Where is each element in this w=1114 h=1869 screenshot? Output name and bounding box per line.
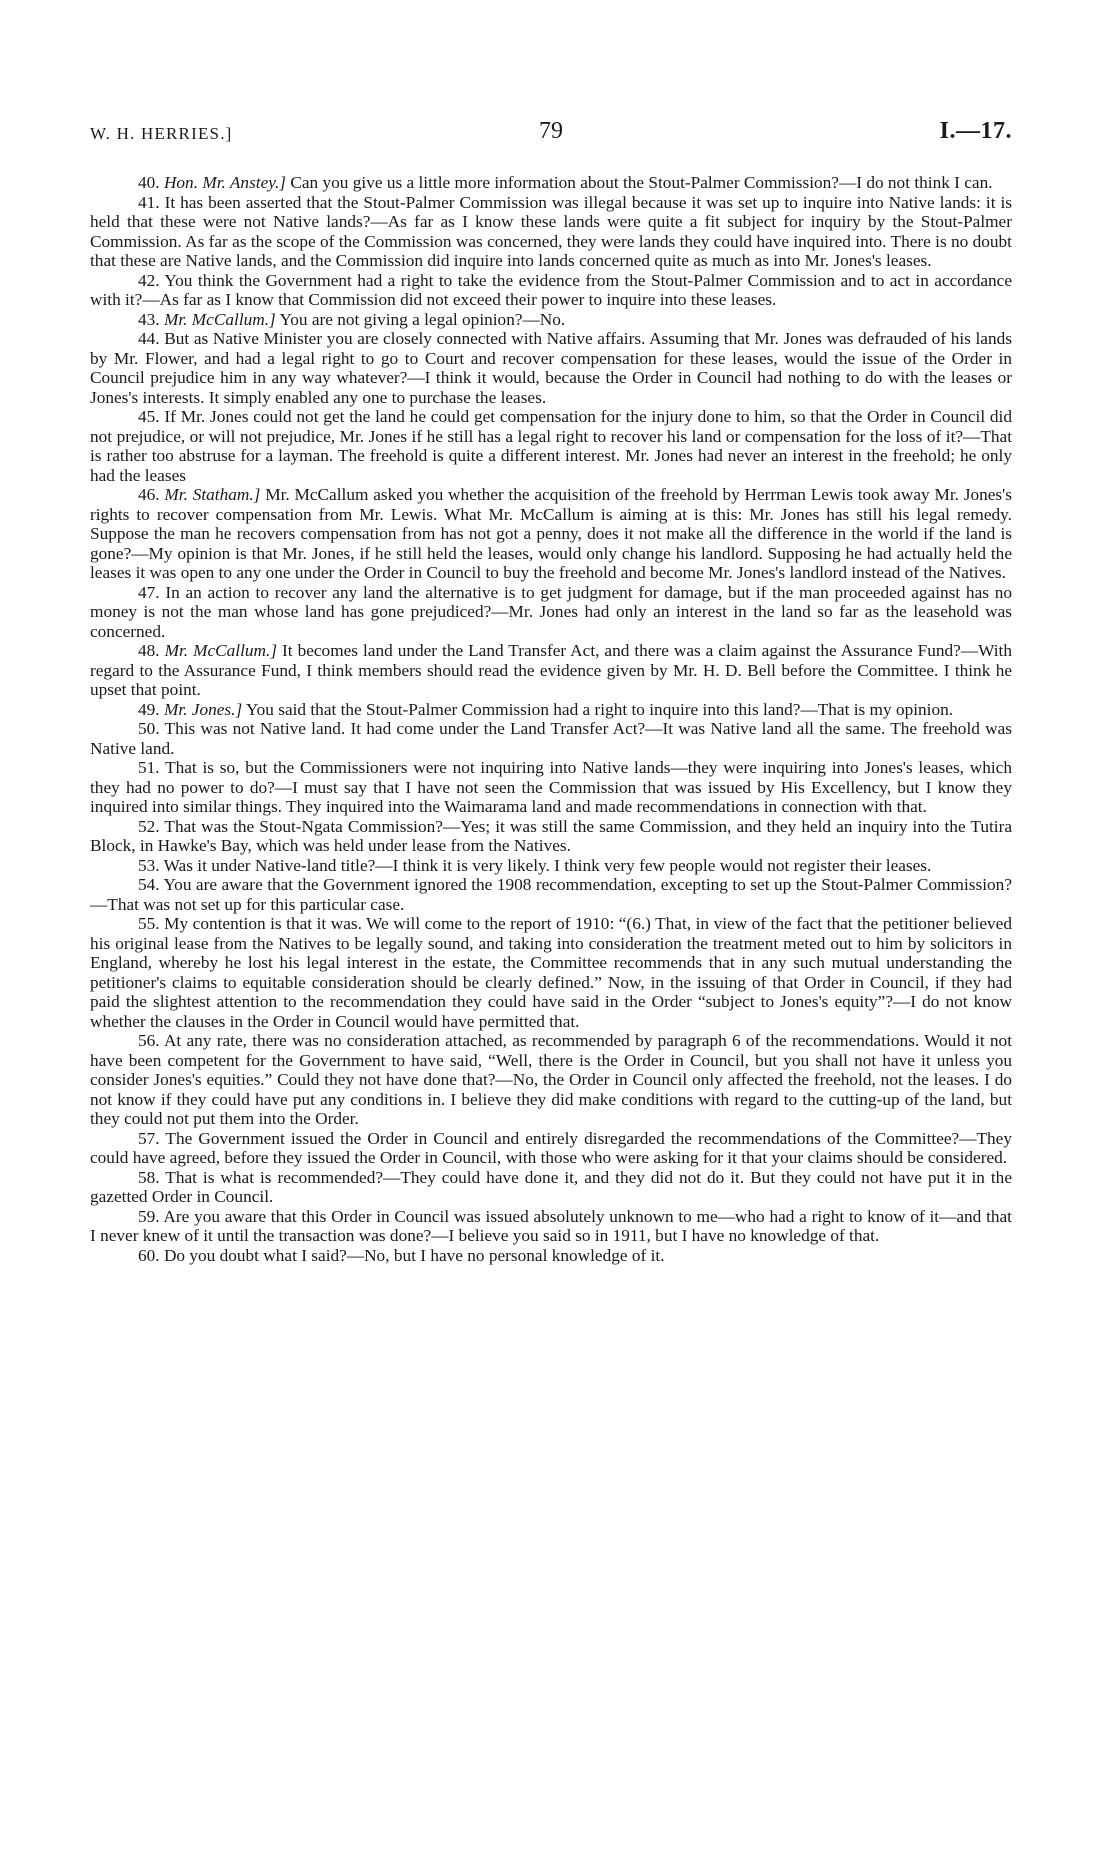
- page-number: 79: [539, 118, 563, 144]
- question-text: You are aware that the Government ignored the 1908 recommendation, excepting to set up the Stout-Palmer Commission?—That was not set up for this particular case.: [90, 875, 1012, 914]
- question-text: If Mr. Jones could not get the land he could get compensation for the injury done to him, so that the Order in Council did not prejudice, or will not prejudice, Mr. Jones if he still has a legal right to recover his land or compensation for the loss of it?—That is rather too abstruse for a layman. The freehold is quite a different interest. Mr. Jones had never an interest in the freehold; he only had the leases: [90, 407, 1012, 485]
- question-42: [90, 271, 1012, 310]
- question-text: This was not Native land. It had come under the Land Transfer Act?—It was Native land all the same. The freehold was Native land.: [90, 719, 1012, 758]
- question-text: It becomes land under the Land Transfer Act, and there was a claim against the Assurance Fund?—With regard to the Assurance Fund, I think members should read the evidence given by Mr. H. D. Bell before the Committee. I think he upset that point.: [90, 641, 1012, 699]
- question-number: 47.: [138, 582, 160, 602]
- question-number: 42.: [138, 270, 160, 290]
- page-header: [90, 118, 1012, 150]
- question-number: 45.: [138, 407, 160, 426]
- question-text: But as Native Minister you are closely connected with Native affairs. Assuming that Mr. Jones was defrauded of his lands by Mr. Flower, and had a legal right to go to Court and recover compensation for these leases, would the issue of the Order in Council prejudice him in any way whatever?—I think it would, because the Order in Council had nothing to do with the leases or Jones's interests. It simply enabled any one to purchase the leases.: [90, 329, 1012, 407]
- question-number: 58.: [138, 1167, 160, 1187]
- question-57: [90, 1129, 1012, 1168]
- speaker-label: Mr. McCallum.]: [163, 309, 276, 329]
- question-number: 43.: [138, 309, 160, 329]
- witness-name: W. H. HERRIES.]: [90, 124, 233, 143]
- question-text: Do you doubt what I said?—No, but I have no personal knowledge of it.: [163, 1245, 665, 1265]
- question-40: [90, 173, 1012, 193]
- question-number: 60.: [138, 1245, 160, 1265]
- question-44: [90, 329, 1012, 407]
- question-number: 56.: [138, 1031, 160, 1050]
- question-text: That is what is recommended?—They could have done it, and they did not do it. But they could not have put it in the gazetted Order in Council.: [90, 1167, 1012, 1206]
- question-text: You said that the Stout-Palmer Commission had a right to inquire into this land?—That is my opinion.: [245, 699, 954, 719]
- question-60: [90, 1246, 1012, 1266]
- question-text: Are you aware that this Order in Council was issued absolutely unknown to me—who had a right to know of it—and that I never knew of it until the transaction was done?—I believe you said so in 1911, but I have no knowledge of that.: [90, 1206, 1012, 1245]
- question-51: [90, 758, 1012, 817]
- question-text: It has been asserted that the Stout-Palmer Commission was illegal because it was set up to inquire into Native lands: it is held that these were not Native lands?—As far as I know these lands were quite a fit subject for inquiry by the Stout-Palmer Commission. As far as the scope of the Commission was concerned, they were lands they could have inquired into. There is no doubt that these are Native lands, and the Commission did inquire into lands concerned quite as much as into Mr. Jones's leases.: [90, 192, 1012, 270]
- question-53: [90, 856, 1012, 876]
- question-text: Was it under Native-land title?—I think it is very likely. I think very few people would not register their leases.: [163, 855, 932, 875]
- question-number: 54.: [138, 875, 160, 894]
- question-text: You think the Government had a right to take the evidence from the Stout-Palmer Commission and to act in accordance with it?—As far as I know that Commission did not exceed their power to inquire into these leases.: [90, 270, 1012, 309]
- question-text: You are not giving a legal opinion?—No.: [279, 309, 566, 329]
- question-text: That was the Stout-Ngata Commission?—Yes; it was still the same Commission, and they held an inquiry into the Tutira Block, in Hawke's Bay, which was held under lease from the Natives.: [90, 816, 1013, 855]
- question-number: 40.: [138, 173, 160, 192]
- question-number: 48.: [138, 641, 160, 660]
- question-54: [90, 875, 1012, 914]
- question-text: My contention is that it was. We will come to the report of 1910: “(6.) That, in view of the fact that the petitioner believed his original lease from the Natives to be legally sound, and taking into consideration the treatment meted out to him by solicitors in England, whereby he lost his legal interest in the estate, the Committee recommends that in any such mutual understanding the petitioner's claims to equitable consideration should be clearly defined.” Now, in the issuing of that Order in Council, if they had paid the slightest attention to the recommendation they could have said in the Order “subject to Jones's equity”?—I do not know whether the clauses in the Order in Council would have permitted that.: [90, 914, 1012, 1031]
- question-number: 49.: [138, 699, 160, 719]
- question-45: [90, 407, 1012, 485]
- question-text: In an action to recover any land the alternative is to get judgment for damage, but if the man proceeded against has no money is not the man whose land has gone prejudiced?—Mr. Jones had only an interest in the land so far as the leasehold was concerned.: [90, 582, 1012, 641]
- question-number: 51.: [138, 758, 160, 777]
- speaker-label: Mr. McCallum.]: [164, 641, 278, 660]
- question-text: The Government issued the Order in Council and entirely disregarded the recommendations of the Committee?—They could have agreed, before they issued the Order in Council, with those who were asking for it that your claims should be considered.: [90, 1128, 1012, 1167]
- question-text: That is so, but the Commissioners were not inquiring into Native lands—they were inquiring into Jones's leases, which they had no power to do?—I must say that I have not seen the Commission that was issued by His Excellency, but I know they inquired into similar things. They inquired into the Waimarama land and made recommendations in connection with that.: [90, 758, 1012, 816]
- question-41: [90, 193, 1012, 271]
- question-number: 59.: [138, 1206, 160, 1226]
- question-55: [90, 914, 1012, 1031]
- question-number: 53.: [138, 855, 160, 875]
- testimony-body: [90, 173, 1012, 1265]
- question-50: [90, 719, 1012, 758]
- document-reference: I.—17.: [939, 118, 1012, 144]
- question-text: Can you give us a little more information about the Stout-Palmer Commission?—I do not think I can.: [290, 173, 993, 192]
- question-number: 52.: [138, 816, 160, 836]
- question-number: 44.: [138, 329, 160, 348]
- question-59: [90, 1207, 1012, 1246]
- question-number: 55.: [138, 914, 160, 933]
- question-number: 46.: [138, 485, 160, 504]
- speaker-label: Hon. Mr. Anstey.]: [163, 173, 287, 192]
- question-48: [90, 641, 1012, 700]
- speaker-label: Mr. Jones.]: [163, 699, 243, 719]
- question-text: Mr. McCallum asked you whether the acquisition of the freehold by Herrman Lewis took away Mr. Jones's rights to recover compensation from Mr. Lewis. What Mr. McCallum is aiming at is this: Mr. Jones has still his legal remedy. Suppose the man he recovers compensation from has not got a penny, does it not make all the difference in the world if the land is gone?—My opinion is that Mr. Jones, if he still held the leases, would only change his landlord. Supposing he had actually held the leases it was open to any one under the Order in Council to buy the freehold and become Mr. Jones's landlord instead of the Natives.: [90, 485, 1013, 582]
- question-text: At any rate, there was no consideration attached, as recommended by paragraph 6 of the recommendations. Would it not have been competent for the Government to have said, “Well, there is the Order in Council, but you shall not have it unless you consider Jones's equities.” Could they not have done that?—No, the Order in Council only affected the freehold, not the leases. I do not know if they could have put any conditions in. I believe they did make conditions with regard to the cutting-up of the land, but they could not put them into the Order.: [90, 1031, 1012, 1128]
- question-56: [90, 1031, 1012, 1129]
- question-47: [90, 583, 1012, 642]
- question-46: [90, 485, 1012, 583]
- question-43: [90, 310, 1012, 330]
- question-number: 41.: [138, 192, 160, 212]
- question-number: 57.: [138, 1128, 160, 1148]
- question-52: [90, 817, 1012, 856]
- question-58: [90, 1168, 1012, 1207]
- speaker-label: Mr. Statham.]: [164, 485, 261, 504]
- question-49: [90, 700, 1012, 720]
- question-number: 50.: [138, 719, 160, 738]
